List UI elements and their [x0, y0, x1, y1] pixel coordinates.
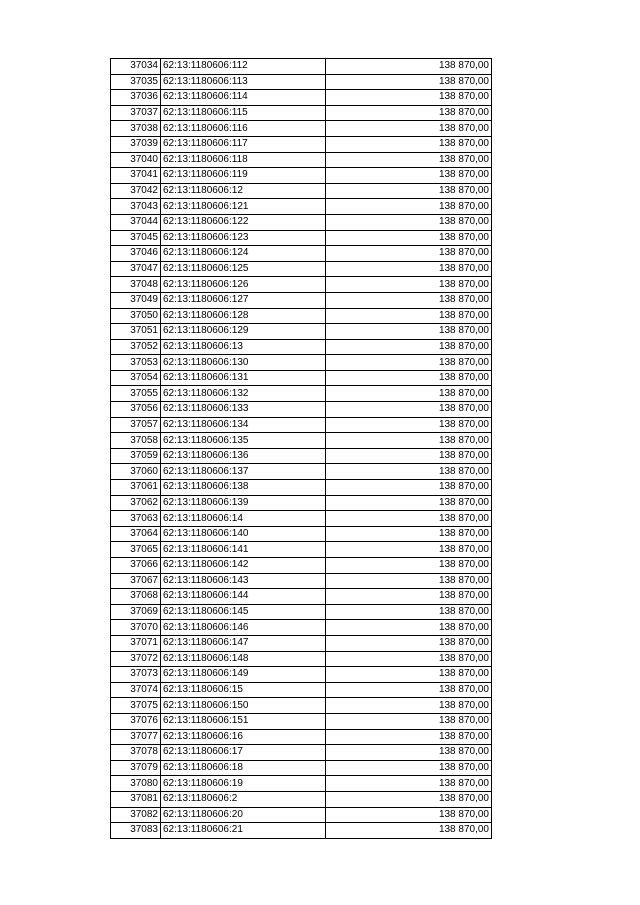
- row-number-cell: 37077: [111, 729, 161, 745]
- row-number-cell: 37078: [111, 745, 161, 761]
- cadastral-value-cell: 138 870,00: [326, 183, 492, 199]
- table-row: [111, 604, 492, 620]
- table-row: [111, 682, 492, 698]
- table-row: [111, 214, 492, 230]
- cadastral-value-cell: 138 870,00: [326, 105, 492, 121]
- document-page: [110, 58, 491, 839]
- cadastral-number-cell: 62:13:1180606:13: [161, 339, 326, 355]
- table-row: [111, 261, 492, 277]
- table-row: [111, 589, 492, 605]
- table-row: [111, 277, 492, 293]
- table-row: [111, 620, 492, 636]
- cadastral-value-cell: 138 870,00: [326, 589, 492, 605]
- cadastral-number-cell: 62:13:1180606:150: [161, 698, 326, 714]
- cadastral-number-cell: 62:13:1180606:113: [161, 74, 326, 90]
- table-row: [111, 729, 492, 745]
- table-row: [111, 823, 492, 839]
- cadastral-value-table: [110, 58, 492, 839]
- row-number-cell: 37074: [111, 682, 161, 698]
- cadastral-value-cell: 138 870,00: [326, 402, 492, 418]
- row-number-cell: 37059: [111, 448, 161, 464]
- cadastral-number-cell: 62:13:1180606:140: [161, 526, 326, 542]
- cadastral-value-cell: 138 870,00: [326, 308, 492, 324]
- table-row: [111, 386, 492, 402]
- row-number-cell: 37058: [111, 433, 161, 449]
- cadastral-value-cell: 138 870,00: [326, 651, 492, 667]
- table-row: [111, 339, 492, 355]
- table-row: [111, 308, 492, 324]
- cadastral-value-cell: 138 870,00: [326, 604, 492, 620]
- cadastral-number-cell: 62:13:1180606:20: [161, 807, 326, 823]
- row-number-cell: 37039: [111, 136, 161, 152]
- cadastral-number-cell: 62:13:1180606:121: [161, 199, 326, 215]
- cadastral-value-cell: 138 870,00: [326, 433, 492, 449]
- row-number-cell: 37040: [111, 152, 161, 168]
- row-number-cell: 37043: [111, 199, 161, 215]
- table-row: [111, 246, 492, 262]
- table-row: [111, 480, 492, 496]
- cadastral-number-cell: 62:13:1180606:148: [161, 651, 326, 667]
- cadastral-number-cell: 62:13:1180606:118: [161, 152, 326, 168]
- table-row: [111, 59, 492, 75]
- cadastral-value-cell: 138 870,00: [326, 667, 492, 683]
- cadastral-number-cell: 62:13:1180606:127: [161, 292, 326, 308]
- cadastral-value-cell: 138 870,00: [326, 355, 492, 371]
- cadastral-value-cell: 138 870,00: [326, 292, 492, 308]
- cadastral-value-cell: 138 870,00: [326, 246, 492, 262]
- row-number-cell: 37045: [111, 230, 161, 246]
- row-number-cell: 37057: [111, 417, 161, 433]
- row-number-cell: 37072: [111, 651, 161, 667]
- row-number-cell: 37056: [111, 402, 161, 418]
- row-number-cell: 37055: [111, 386, 161, 402]
- cadastral-number-cell: 62:13:1180606:133: [161, 402, 326, 418]
- row-number-cell: 37046: [111, 246, 161, 262]
- table-row: [111, 292, 492, 308]
- table-row: [111, 667, 492, 683]
- cadastral-number-cell: 62:13:1180606:147: [161, 635, 326, 651]
- cadastral-value-cell: 138 870,00: [326, 776, 492, 792]
- cadastral-value-cell: 138 870,00: [326, 136, 492, 152]
- row-number-cell: 37071: [111, 635, 161, 651]
- table-row: [111, 542, 492, 558]
- table-row: [111, 90, 492, 106]
- cadastral-number-cell: 62:13:1180606:116: [161, 121, 326, 137]
- table-row: [111, 776, 492, 792]
- table-body: [111, 59, 492, 839]
- row-number-cell: 37044: [111, 214, 161, 230]
- table-row: [111, 355, 492, 371]
- cadastral-value-cell: 138 870,00: [326, 230, 492, 246]
- row-number-cell: 37066: [111, 558, 161, 574]
- cadastral-number-cell: 62:13:1180606:14: [161, 511, 326, 527]
- table-row: [111, 168, 492, 184]
- table-row: [111, 651, 492, 667]
- cadastral-number-cell: 62:13:1180606:119: [161, 168, 326, 184]
- row-number-cell: 37061: [111, 480, 161, 496]
- row-number-cell: 37081: [111, 791, 161, 807]
- cadastral-number-cell: 62:13:1180606:18: [161, 760, 326, 776]
- cadastral-number-cell: 62:13:1180606:135: [161, 433, 326, 449]
- cadastral-value-cell: 138 870,00: [326, 261, 492, 277]
- row-number-cell: 37075: [111, 698, 161, 714]
- cadastral-value-cell: 138 870,00: [326, 760, 492, 776]
- cadastral-number-cell: 62:13:1180606:130: [161, 355, 326, 371]
- cadastral-number-cell: 62:13:1180606:141: [161, 542, 326, 558]
- cadastral-number-cell: 62:13:1180606:128: [161, 308, 326, 324]
- row-number-cell: 37034: [111, 59, 161, 75]
- cadastral-value-cell: 138 870,00: [326, 526, 492, 542]
- cadastral-number-cell: 62:13:1180606:137: [161, 464, 326, 480]
- row-number-cell: 37063: [111, 511, 161, 527]
- cadastral-value-cell: 138 870,00: [326, 558, 492, 574]
- cadastral-number-cell: 62:13:1180606:151: [161, 713, 326, 729]
- cadastral-value-cell: 138 870,00: [326, 698, 492, 714]
- table-row: [111, 791, 492, 807]
- cadastral-number-cell: 62:13:1180606:2: [161, 791, 326, 807]
- cadastral-number-cell: 62:13:1180606:129: [161, 324, 326, 340]
- row-number-cell: 37053: [111, 355, 161, 371]
- cadastral-number-cell: 62:13:1180606:139: [161, 495, 326, 511]
- cadastral-number-cell: 62:13:1180606:132: [161, 386, 326, 402]
- cadastral-number-cell: 62:13:1180606:143: [161, 573, 326, 589]
- cadastral-value-cell: 138 870,00: [326, 277, 492, 293]
- cadastral-value-cell: 138 870,00: [326, 386, 492, 402]
- cadastral-value-cell: 138 870,00: [326, 542, 492, 558]
- cadastral-value-cell: 138 870,00: [326, 635, 492, 651]
- cadastral-value-cell: 138 870,00: [326, 168, 492, 184]
- row-number-cell: 37068: [111, 589, 161, 605]
- row-number-cell: 37064: [111, 526, 161, 542]
- cadastral-number-cell: 62:13:1180606:149: [161, 667, 326, 683]
- table-row: [111, 417, 492, 433]
- cadastral-value-cell: 138 870,00: [326, 823, 492, 839]
- table-row: [111, 183, 492, 199]
- row-number-cell: 37054: [111, 370, 161, 386]
- row-number-cell: 37082: [111, 807, 161, 823]
- cadastral-value-cell: 138 870,00: [326, 480, 492, 496]
- table-row: [111, 807, 492, 823]
- row-number-cell: 37076: [111, 713, 161, 729]
- table-row: [111, 635, 492, 651]
- cadastral-value-cell: 138 870,00: [326, 573, 492, 589]
- row-number-cell: 37051: [111, 324, 161, 340]
- cadastral-value-cell: 138 870,00: [326, 59, 492, 75]
- cadastral-number-cell: 62:13:1180606:115: [161, 105, 326, 121]
- cadastral-number-cell: 62:13:1180606:125: [161, 261, 326, 277]
- cadastral-value-cell: 138 870,00: [326, 729, 492, 745]
- cadastral-number-cell: 62:13:1180606:145: [161, 604, 326, 620]
- cadastral-value-cell: 138 870,00: [326, 214, 492, 230]
- table-row: [111, 121, 492, 137]
- cadastral-value-cell: 138 870,00: [326, 324, 492, 340]
- cadastral-value-cell: 138 870,00: [326, 90, 492, 106]
- table-row: [111, 745, 492, 761]
- row-number-cell: 37035: [111, 74, 161, 90]
- table-row: [111, 713, 492, 729]
- row-number-cell: 37049: [111, 292, 161, 308]
- row-number-cell: 37041: [111, 168, 161, 184]
- table-row: [111, 370, 492, 386]
- cadastral-number-cell: 62:13:1180606:134: [161, 417, 326, 433]
- cadastral-number-cell: 62:13:1180606:146: [161, 620, 326, 636]
- cadastral-value-cell: 138 870,00: [326, 511, 492, 527]
- table-row: [111, 511, 492, 527]
- cadastral-value-cell: 138 870,00: [326, 682, 492, 698]
- row-number-cell: 37080: [111, 776, 161, 792]
- cadastral-value-cell: 138 870,00: [326, 74, 492, 90]
- table-row: [111, 558, 492, 574]
- row-number-cell: 37062: [111, 495, 161, 511]
- cadastral-number-cell: 62:13:1180606:131: [161, 370, 326, 386]
- cadastral-value-cell: 138 870,00: [326, 370, 492, 386]
- cadastral-number-cell: 62:13:1180606:21: [161, 823, 326, 839]
- table-row: [111, 199, 492, 215]
- table-row: [111, 230, 492, 246]
- cadastral-number-cell: 62:13:1180606:122: [161, 214, 326, 230]
- cadastral-value-cell: 138 870,00: [326, 745, 492, 761]
- cadastral-number-cell: 62:13:1180606:19: [161, 776, 326, 792]
- row-number-cell: 37065: [111, 542, 161, 558]
- table-row: [111, 105, 492, 121]
- cadastral-number-cell: 62:13:1180606:123: [161, 230, 326, 246]
- row-number-cell: 37047: [111, 261, 161, 277]
- table-row: [111, 760, 492, 776]
- table-row: [111, 74, 492, 90]
- cadastral-value-cell: 138 870,00: [326, 495, 492, 511]
- table-row: [111, 402, 492, 418]
- cadastral-number-cell: 62:13:1180606:17: [161, 745, 326, 761]
- table-row: [111, 324, 492, 340]
- row-number-cell: 37038: [111, 121, 161, 137]
- cadastral-value-cell: 138 870,00: [326, 121, 492, 137]
- cadastral-value-cell: 138 870,00: [326, 448, 492, 464]
- cadastral-value-cell: 138 870,00: [326, 713, 492, 729]
- cadastral-value-cell: 138 870,00: [326, 339, 492, 355]
- table-row: [111, 136, 492, 152]
- cadastral-value-cell: 138 870,00: [326, 791, 492, 807]
- row-number-cell: 37079: [111, 760, 161, 776]
- cadastral-number-cell: 62:13:1180606:126: [161, 277, 326, 293]
- row-number-cell: 37069: [111, 604, 161, 620]
- cadastral-number-cell: 62:13:1180606:136: [161, 448, 326, 464]
- cadastral-number-cell: 62:13:1180606:142: [161, 558, 326, 574]
- table-row: [111, 573, 492, 589]
- table-row: [111, 526, 492, 542]
- cadastral-number-cell: 62:13:1180606:144: [161, 589, 326, 605]
- table-row: [111, 448, 492, 464]
- row-number-cell: 37048: [111, 277, 161, 293]
- cadastral-value-cell: 138 870,00: [326, 199, 492, 215]
- cadastral-value-cell: 138 870,00: [326, 464, 492, 480]
- cadastral-number-cell: 62:13:1180606:114: [161, 90, 326, 106]
- cadastral-number-cell: 62:13:1180606:117: [161, 136, 326, 152]
- cadastral-number-cell: 62:13:1180606:12: [161, 183, 326, 199]
- cadastral-value-cell: 138 870,00: [326, 807, 492, 823]
- cadastral-value-cell: 138 870,00: [326, 417, 492, 433]
- cadastral-number-cell: 62:13:1180606:124: [161, 246, 326, 262]
- table-row: [111, 495, 492, 511]
- row-number-cell: 37083: [111, 823, 161, 839]
- cadastral-number-cell: 62:13:1180606:15: [161, 682, 326, 698]
- cadastral-number-cell: 62:13:1180606:112: [161, 59, 326, 75]
- cadastral-value-cell: 138 870,00: [326, 620, 492, 636]
- table-row: [111, 433, 492, 449]
- table-row: [111, 698, 492, 714]
- cadastral-number-cell: 62:13:1180606:16: [161, 729, 326, 745]
- cadastral-number-cell: 62:13:1180606:138: [161, 480, 326, 496]
- cadastral-value-cell: 138 870,00: [326, 152, 492, 168]
- row-number-cell: 37067: [111, 573, 161, 589]
- row-number-cell: 37050: [111, 308, 161, 324]
- table-row: [111, 464, 492, 480]
- table-row: [111, 152, 492, 168]
- row-number-cell: 37037: [111, 105, 161, 121]
- row-number-cell: 37070: [111, 620, 161, 636]
- row-number-cell: 37060: [111, 464, 161, 480]
- row-number-cell: 37036: [111, 90, 161, 106]
- row-number-cell: 37073: [111, 667, 161, 683]
- row-number-cell: 37042: [111, 183, 161, 199]
- row-number-cell: 37052: [111, 339, 161, 355]
